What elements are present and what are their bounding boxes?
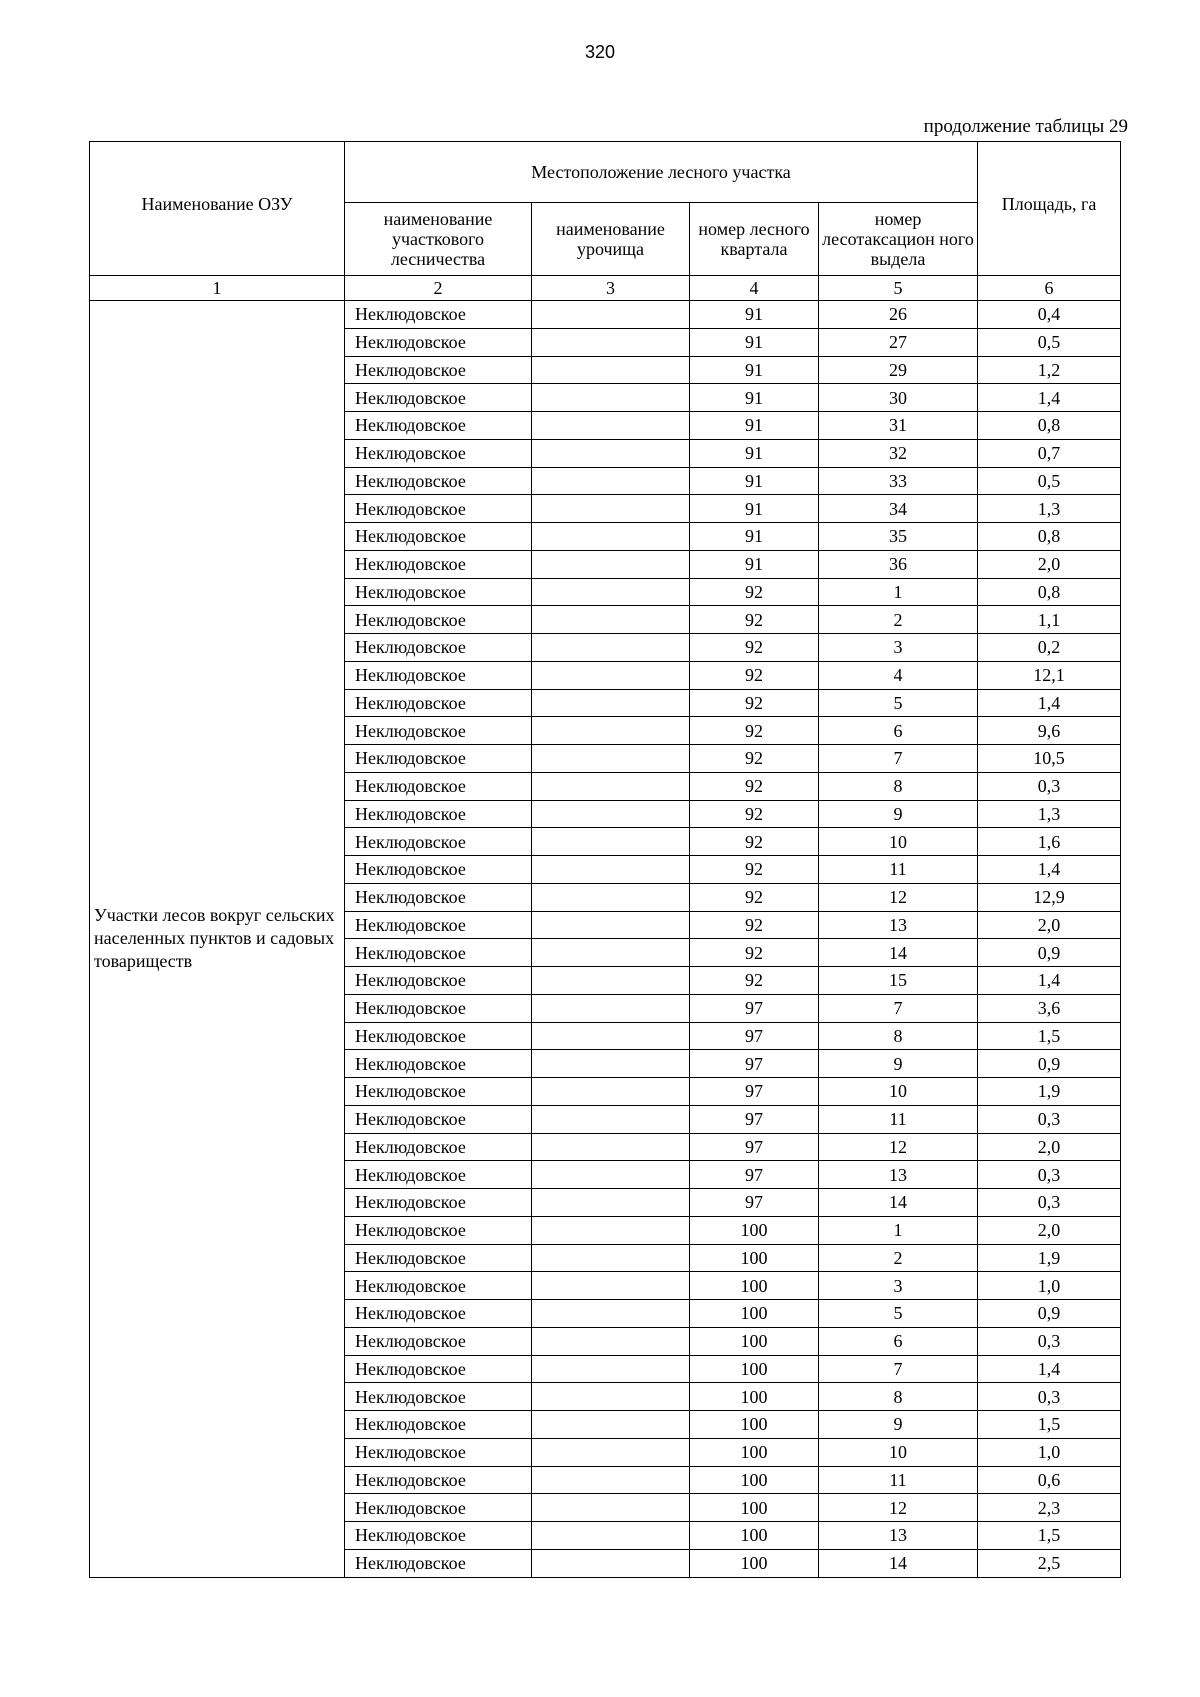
area-cell: 0,8 bbox=[978, 523, 1121, 551]
quarter-cell: 91 bbox=[690, 467, 819, 495]
tract-cell bbox=[532, 1022, 690, 1050]
area-cell: 0,3 bbox=[978, 772, 1121, 800]
tract-cell bbox=[532, 1133, 690, 1161]
allotment-cell: 8 bbox=[819, 1022, 978, 1050]
allotment-cell: 10 bbox=[819, 1438, 978, 1466]
area-cell: 1,5 bbox=[978, 1522, 1121, 1550]
forestry-cell: Неклюдовское bbox=[345, 634, 532, 662]
quarter-cell: 97 bbox=[690, 1022, 819, 1050]
area-cell: 1,4 bbox=[978, 967, 1121, 995]
tract-cell bbox=[532, 967, 690, 995]
tract-cell bbox=[532, 495, 690, 523]
allotment-cell: 9 bbox=[819, 1411, 978, 1439]
forestry-cell: Неклюдовское bbox=[345, 550, 532, 578]
tract-cell bbox=[532, 1327, 690, 1355]
quarter-cell: 100 bbox=[690, 1522, 819, 1550]
tract-cell bbox=[532, 717, 690, 745]
quarter-cell: 91 bbox=[690, 328, 819, 356]
forestry-cell: Неклюдовское bbox=[345, 772, 532, 800]
area-cell: 2,0 bbox=[978, 911, 1121, 939]
area-cell: 1,9 bbox=[978, 1078, 1121, 1106]
area-cell: 2,0 bbox=[978, 1216, 1121, 1244]
allotment-cell: 35 bbox=[819, 523, 978, 551]
allotment-cell: 33 bbox=[819, 467, 978, 495]
quarter-cell: 91 bbox=[690, 523, 819, 551]
quarter-cell: 100 bbox=[690, 1549, 819, 1577]
area-cell: 10,5 bbox=[978, 745, 1121, 773]
quarter-cell: 91 bbox=[690, 412, 819, 440]
forestry-cell: Неклюдовское bbox=[345, 689, 532, 717]
tract-cell bbox=[532, 661, 690, 689]
allotment-cell: 14 bbox=[819, 939, 978, 967]
area-cell: 0,6 bbox=[978, 1466, 1121, 1494]
quarter-cell: 100 bbox=[690, 1466, 819, 1494]
area-cell: 12,1 bbox=[978, 661, 1121, 689]
allotment-cell: 5 bbox=[819, 689, 978, 717]
tract-cell bbox=[532, 1411, 690, 1439]
area-cell: 12,9 bbox=[978, 883, 1121, 911]
forestry-cell: Неклюдовское bbox=[345, 994, 532, 1022]
quarter-cell: 92 bbox=[690, 772, 819, 800]
quarter-cell: 92 bbox=[690, 800, 819, 828]
forestry-cell: Неклюдовское bbox=[345, 301, 532, 329]
area-cell: 1,4 bbox=[978, 384, 1121, 412]
forestry-cell: Неклюдовское bbox=[345, 523, 532, 551]
quarter-cell: 92 bbox=[690, 856, 819, 884]
area-cell: 1,3 bbox=[978, 800, 1121, 828]
quarter-cell: 97 bbox=[690, 1161, 819, 1189]
tract-cell bbox=[532, 772, 690, 800]
allotment-cell: 14 bbox=[819, 1549, 978, 1577]
tract-cell bbox=[532, 1078, 690, 1106]
area-cell: 1,0 bbox=[978, 1438, 1121, 1466]
quarter-cell: 100 bbox=[690, 1355, 819, 1383]
allotment-cell: 15 bbox=[819, 967, 978, 995]
forestry-cell: Неклюдовское bbox=[345, 1300, 532, 1328]
allotment-cell: 6 bbox=[819, 1327, 978, 1355]
area-cell: 0,9 bbox=[978, 939, 1121, 967]
tract-cell bbox=[532, 1549, 690, 1577]
forestry-cell: Неклюдовское bbox=[345, 1549, 532, 1577]
forestry-cell: Неклюдовское bbox=[345, 1272, 532, 1300]
tract-cell bbox=[532, 1272, 690, 1300]
table-row bbox=[90, 301, 1121, 329]
quarter-cell: 91 bbox=[690, 356, 819, 384]
quarter-cell: 100 bbox=[690, 1494, 819, 1522]
allotment-cell: 6 bbox=[819, 717, 978, 745]
area-cell: 2,0 bbox=[978, 550, 1121, 578]
column-number: 5 bbox=[819, 276, 978, 301]
column-number: 6 bbox=[978, 276, 1121, 301]
allotment-cell: 11 bbox=[819, 1105, 978, 1133]
column-number: 1 bbox=[90, 276, 345, 301]
tract-cell bbox=[532, 911, 690, 939]
quarter-cell: 91 bbox=[690, 495, 819, 523]
allotment-cell: 9 bbox=[819, 800, 978, 828]
forestry-cell: Неклюдовское bbox=[345, 1161, 532, 1189]
area-cell: 1,2 bbox=[978, 356, 1121, 384]
allotment-cell: 31 bbox=[819, 412, 978, 440]
allotment-cell: 27 bbox=[819, 328, 978, 356]
tract-cell bbox=[532, 1300, 690, 1328]
quarter-cell: 91 bbox=[690, 550, 819, 578]
allotment-cell: 10 bbox=[819, 828, 978, 856]
forestry-cell: Неклюдовское bbox=[345, 1050, 532, 1078]
tract-cell bbox=[532, 550, 690, 578]
area-cell: 1,3 bbox=[978, 495, 1121, 523]
area-cell: 2,5 bbox=[978, 1549, 1121, 1577]
quarter-cell: 92 bbox=[690, 828, 819, 856]
area-cell: 0,5 bbox=[978, 467, 1121, 495]
forestry-cell: Неклюдовское bbox=[345, 356, 532, 384]
area-cell: 0,9 bbox=[978, 1300, 1121, 1328]
tract-cell bbox=[532, 1522, 690, 1550]
tract-cell bbox=[532, 523, 690, 551]
quarter-cell: 92 bbox=[690, 939, 819, 967]
header-tract: наименование урочища bbox=[532, 203, 690, 276]
forestry-cell: Неклюдовское bbox=[345, 856, 532, 884]
area-cell: 0,3 bbox=[978, 1383, 1121, 1411]
area-cell: 3,6 bbox=[978, 994, 1121, 1022]
quarter-cell: 92 bbox=[690, 967, 819, 995]
area-cell: 0,5 bbox=[978, 328, 1121, 356]
quarter-cell: 100 bbox=[690, 1244, 819, 1272]
forestry-cell: Неклюдовское bbox=[345, 1383, 532, 1411]
forestry-cell: Неклюдовское bbox=[345, 1105, 532, 1133]
allotment-cell: 10 bbox=[819, 1078, 978, 1106]
quarter-cell: 100 bbox=[690, 1216, 819, 1244]
tract-cell bbox=[532, 1383, 690, 1411]
forestry-cell: Неклюдовское bbox=[345, 606, 532, 634]
allotment-cell: 13 bbox=[819, 1161, 978, 1189]
quarter-cell: 100 bbox=[690, 1383, 819, 1411]
forestry-cell: Неклюдовское bbox=[345, 1244, 532, 1272]
tract-cell bbox=[532, 301, 690, 329]
tract-cell bbox=[532, 800, 690, 828]
tract-cell bbox=[532, 439, 690, 467]
allotment-cell: 13 bbox=[819, 1522, 978, 1550]
forestry-cell: Неклюдовское bbox=[345, 1327, 532, 1355]
area-cell: 1,1 bbox=[978, 606, 1121, 634]
tract-cell bbox=[532, 1244, 690, 1272]
allotment-cell: 14 bbox=[819, 1189, 978, 1217]
header-forestry: наименование участкового лесничества bbox=[345, 203, 532, 276]
tract-cell bbox=[532, 1105, 690, 1133]
area-cell: 1,4 bbox=[978, 689, 1121, 717]
tract-cell bbox=[532, 1189, 690, 1217]
allotment-cell: 2 bbox=[819, 606, 978, 634]
header-location: Местоположение лесного участка bbox=[345, 142, 978, 203]
area-cell: 1,5 bbox=[978, 1411, 1121, 1439]
allotment-cell: 8 bbox=[819, 772, 978, 800]
allotment-cell: 26 bbox=[819, 301, 978, 329]
page-number: 320 bbox=[584, 42, 616, 62]
quarter-cell: 92 bbox=[690, 661, 819, 689]
allotment-cell: 11 bbox=[819, 856, 978, 884]
forestry-cell: Неклюдовское bbox=[345, 495, 532, 523]
quarter-cell: 91 bbox=[690, 439, 819, 467]
area-cell: 0,2 bbox=[978, 634, 1121, 662]
quarter-cell: 92 bbox=[690, 911, 819, 939]
quarter-cell: 100 bbox=[690, 1300, 819, 1328]
forestry-cell: Неклюдовское bbox=[345, 412, 532, 440]
allotment-cell: 1 bbox=[819, 1216, 978, 1244]
area-cell: 0,9 bbox=[978, 1050, 1121, 1078]
forestry-cell: Неклюдовское bbox=[345, 661, 532, 689]
tract-cell bbox=[532, 939, 690, 967]
forestry-cell: Неклюдовское bbox=[345, 384, 532, 412]
tract-cell bbox=[532, 883, 690, 911]
forestry-cell: Неклюдовское bbox=[345, 1216, 532, 1244]
allotment-cell: 12 bbox=[819, 883, 978, 911]
allotment-cell: 36 bbox=[819, 550, 978, 578]
allotment-cell: 29 bbox=[819, 356, 978, 384]
forestry-cell: Неклюдовское bbox=[345, 1438, 532, 1466]
allotment-cell: 7 bbox=[819, 1355, 978, 1383]
allotment-cell: 13 bbox=[819, 911, 978, 939]
forestry-cell: Неклюдовское bbox=[345, 467, 532, 495]
area-cell: 0,3 bbox=[978, 1105, 1121, 1133]
tract-cell bbox=[532, 1438, 690, 1466]
quarter-cell: 92 bbox=[690, 717, 819, 745]
quarter-cell: 100 bbox=[690, 1327, 819, 1355]
area-cell: 0,4 bbox=[978, 301, 1121, 329]
area-cell: 0,3 bbox=[978, 1327, 1121, 1355]
tract-cell bbox=[532, 689, 690, 717]
allotment-cell: 12 bbox=[819, 1494, 978, 1522]
quarter-cell: 97 bbox=[690, 1133, 819, 1161]
quarter-cell: 92 bbox=[690, 745, 819, 773]
table-continuation-label: продолжение таблицы 29 bbox=[923, 116, 1128, 137]
quarter-cell: 100 bbox=[690, 1272, 819, 1300]
area-cell: 1,4 bbox=[978, 1355, 1121, 1383]
tract-cell bbox=[532, 1355, 690, 1383]
forestry-cell: Неклюдовское bbox=[345, 883, 532, 911]
allotment-cell: 5 bbox=[819, 1300, 978, 1328]
tract-cell bbox=[532, 828, 690, 856]
allotment-cell: 12 bbox=[819, 1133, 978, 1161]
forestry-cell: Неклюдовское bbox=[345, 1189, 532, 1217]
quarter-cell: 100 bbox=[690, 1438, 819, 1466]
header-ozu-name: Наименование ОЗУ bbox=[90, 142, 345, 276]
allotment-cell: 9 bbox=[819, 1050, 978, 1078]
forestry-cell: Неклюдовское bbox=[345, 1133, 532, 1161]
column-number: 2 bbox=[345, 276, 532, 301]
forestry-cell: Неклюдовское bbox=[345, 439, 532, 467]
tract-cell bbox=[532, 1466, 690, 1494]
column-number: 3 bbox=[532, 276, 690, 301]
quarter-cell: 100 bbox=[690, 1411, 819, 1439]
area-cell: 0,8 bbox=[978, 412, 1121, 440]
header-quarter: номер лесного квартала bbox=[690, 203, 819, 276]
tract-cell bbox=[532, 745, 690, 773]
allotment-cell: 3 bbox=[819, 634, 978, 662]
quarter-cell: 92 bbox=[690, 689, 819, 717]
ozu-name-cell: Участки лесов вокруг сельских населенных пунктов и садовых товариществ bbox=[90, 301, 345, 1578]
allotment-cell: 7 bbox=[819, 994, 978, 1022]
area-cell: 0,7 bbox=[978, 439, 1121, 467]
allotment-cell: 1 bbox=[819, 578, 978, 606]
area-cell: 1,6 bbox=[978, 828, 1121, 856]
allotment-cell: 32 bbox=[819, 439, 978, 467]
forestry-cell: Неклюдовское bbox=[345, 967, 532, 995]
allotment-cell: 11 bbox=[819, 1466, 978, 1494]
tract-cell bbox=[532, 578, 690, 606]
quarter-cell: 92 bbox=[690, 883, 819, 911]
area-cell: 2,3 bbox=[978, 1494, 1121, 1522]
tract-cell bbox=[532, 856, 690, 884]
area-cell: 9,6 bbox=[978, 717, 1121, 745]
forestry-cell: Неклюдовское bbox=[345, 578, 532, 606]
forestry-cell: Неклюдовское bbox=[345, 1355, 532, 1383]
forestry-cell: Неклюдовское bbox=[345, 911, 532, 939]
tract-cell bbox=[532, 1494, 690, 1522]
quarter-cell: 92 bbox=[690, 578, 819, 606]
forest-plots-table bbox=[89, 141, 1121, 1578]
area-cell: 1,5 bbox=[978, 1022, 1121, 1050]
allotment-cell: 8 bbox=[819, 1383, 978, 1411]
tract-cell bbox=[532, 356, 690, 384]
area-cell: 0,3 bbox=[978, 1161, 1121, 1189]
column-number: 4 bbox=[690, 276, 819, 301]
tract-cell bbox=[532, 1216, 690, 1244]
quarter-cell: 92 bbox=[690, 634, 819, 662]
quarter-cell: 97 bbox=[690, 1105, 819, 1133]
quarter-cell: 92 bbox=[690, 606, 819, 634]
tract-cell bbox=[532, 412, 690, 440]
allotment-cell: 3 bbox=[819, 1272, 978, 1300]
area-cell: 1,9 bbox=[978, 1244, 1121, 1272]
area-cell: 0,8 bbox=[978, 578, 1121, 606]
allotment-cell: 4 bbox=[819, 661, 978, 689]
area-cell: 1,4 bbox=[978, 856, 1121, 884]
forestry-cell: Неклюдовское bbox=[345, 1022, 532, 1050]
allotment-cell: 2 bbox=[819, 1244, 978, 1272]
forestry-cell: Неклюдовское bbox=[345, 717, 532, 745]
header-allotment: номер лесотаксацион ного выдела bbox=[819, 203, 978, 276]
allotment-cell: 30 bbox=[819, 384, 978, 412]
tract-cell bbox=[532, 1050, 690, 1078]
quarter-cell: 91 bbox=[690, 301, 819, 329]
allotment-cell: 34 bbox=[819, 495, 978, 523]
forestry-cell: Неклюдовское bbox=[345, 1078, 532, 1106]
forestry-cell: Неклюдовское bbox=[345, 1411, 532, 1439]
tract-cell bbox=[532, 634, 690, 662]
forestry-cell: Неклюдовское bbox=[345, 328, 532, 356]
forestry-cell: Неклюдовское bbox=[345, 1466, 532, 1494]
tract-cell bbox=[532, 467, 690, 495]
forestry-cell: Неклюдовское bbox=[345, 800, 532, 828]
area-cell: 0,3 bbox=[978, 1189, 1121, 1217]
tract-cell bbox=[532, 1161, 690, 1189]
tract-cell bbox=[532, 328, 690, 356]
area-cell: 2,0 bbox=[978, 1133, 1121, 1161]
quarter-cell: 91 bbox=[690, 384, 819, 412]
allotment-cell: 7 bbox=[819, 745, 978, 773]
quarter-cell: 97 bbox=[690, 1050, 819, 1078]
area-cell: 1,0 bbox=[978, 1272, 1121, 1300]
forestry-cell: Неклюдовское bbox=[345, 745, 532, 773]
tract-cell bbox=[532, 994, 690, 1022]
table-body bbox=[90, 301, 1121, 1578]
header-area: Площадь, га bbox=[978, 142, 1121, 276]
forestry-cell: Неклюдовское bbox=[345, 828, 532, 856]
quarter-cell: 97 bbox=[690, 994, 819, 1022]
tract-cell bbox=[532, 384, 690, 412]
quarter-cell: 97 bbox=[690, 1078, 819, 1106]
forestry-cell: Неклюдовское bbox=[345, 1522, 532, 1550]
tract-cell bbox=[532, 606, 690, 634]
forestry-cell: Неклюдовское bbox=[345, 939, 532, 967]
quarter-cell: 97 bbox=[690, 1189, 819, 1217]
forestry-cell: Неклюдовское bbox=[345, 1494, 532, 1522]
